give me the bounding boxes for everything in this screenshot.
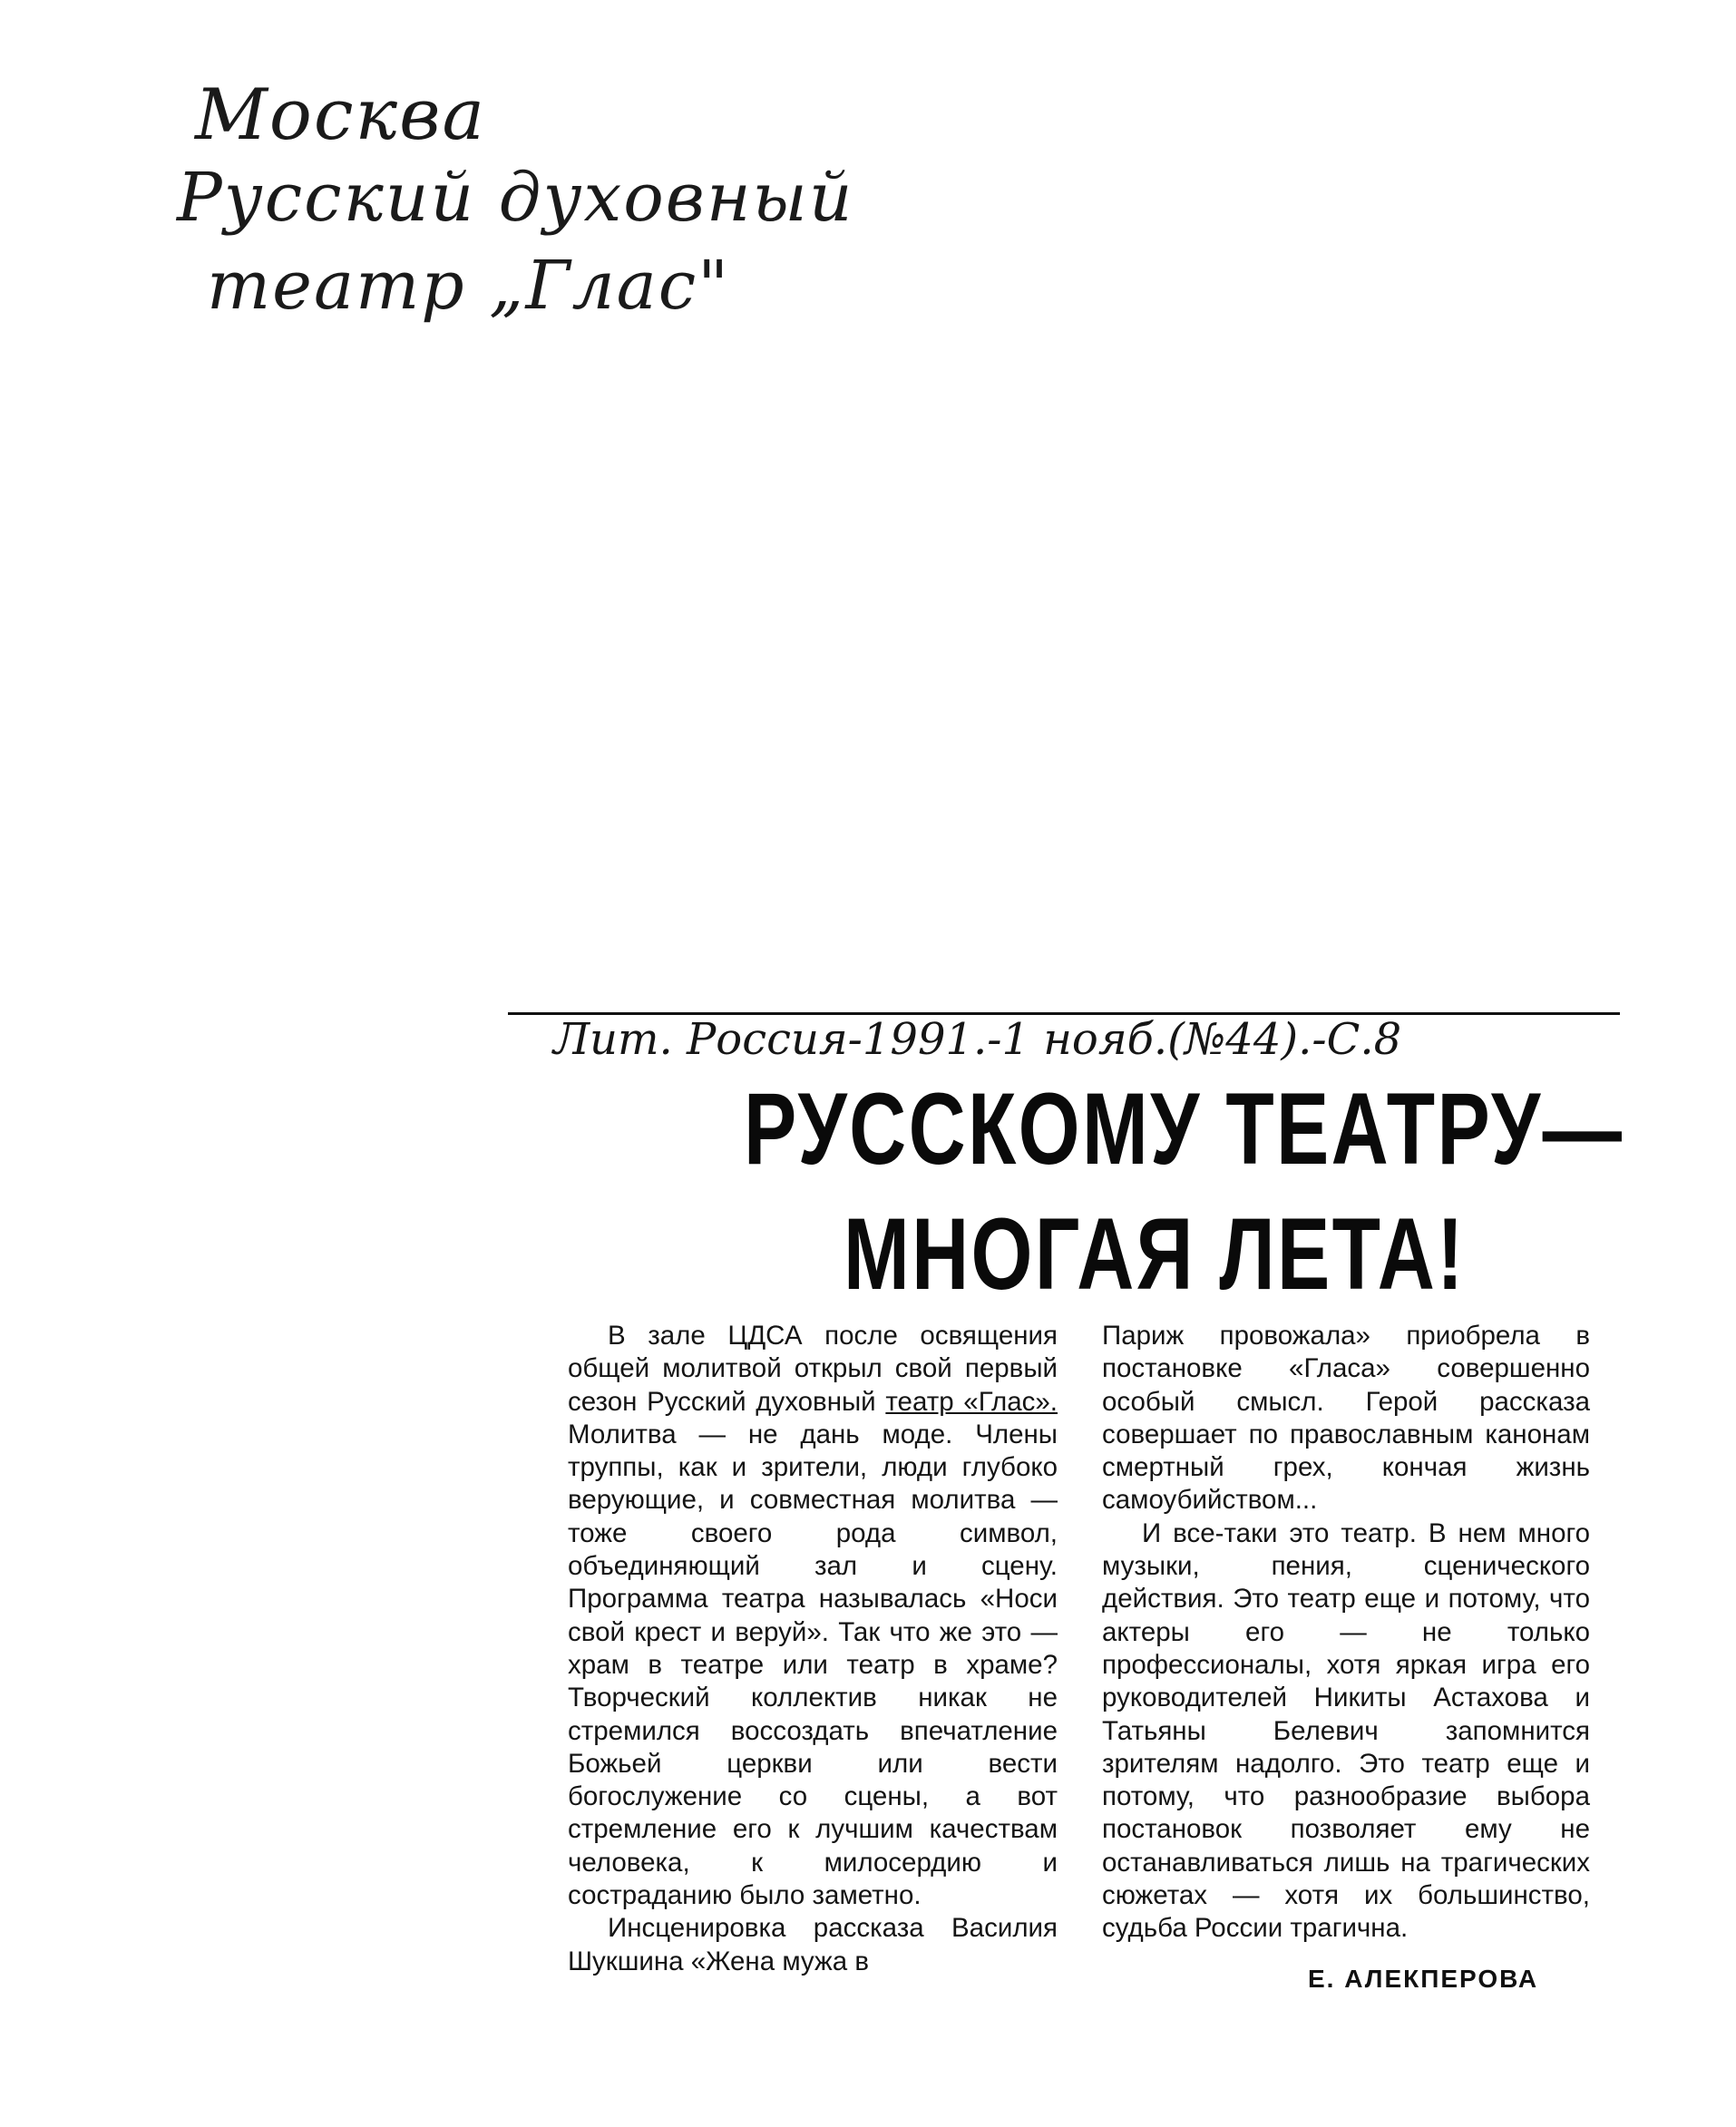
article-column-2 — [1102, 1320, 1590, 1946]
article-column-1 — [568, 1320, 1058, 1978]
headline-line-2: МНОГАЯ ЛЕТА! — [844, 1197, 1466, 1311]
handwritten-note-line-3: театр „Глас" — [207, 247, 731, 325]
paragraph-text: В зале ЦДСА после освящения общей молитвой открыл свой первый сезон Русский духовный — [568, 1321, 1058, 1417]
paragraph-text: Молитва — не дань моде. Члены труппы, как и зрители, люди глубоко верующие, и совместная молитва — тоже своего рода символ, объединяющий зал и сцену. Программа театра называлась «Носи свой крест и веруй». Так что же это — храм в театре или театр в храме? Творческий коллектив никак не стремился воссоздать впечатление Божьей церкви или вести богослужение со сцены, а вот стремление его к лучшим качествам человека, к милосердию и состраданию было заметно. — [568, 1419, 1058, 1911]
article-paragraph: И все-таки это театр. В нем много музыки, пения, сценического действия. Это театр еще и потому, что актеры его — не только профессионалы, хотя яркая игра его руководителей Никиты Астахова и Татьяны Белевич запомнится зрителям надолго. Это театр еще и потому, что разнообразие выбора постановок позволяет ему не останавливаться лишь на трагических сюжетах — хотя их большинство, судьба России трагична. — [1102, 1517, 1590, 1944]
article-paragraph — [568, 1320, 1058, 1912]
underlined-theatre-name: театр «Глас». — [885, 1386, 1058, 1417]
headline-line-1: РУССКОМУ ТЕАТРУ— — [744, 1072, 1624, 1185]
handwritten-note-line-2: Русский духовный — [177, 159, 854, 237]
article-author: Е. АЛЕКПЕРОВА — [1308, 1965, 1539, 1993]
article-paragraph: Париж провожала» приобрела в постановке «Гласа» совершенно особый смысл. Герой рассказа совершает по православным канонам смертный грех, кончая жизнь самоубийством... — [1102, 1321, 1590, 1516]
article-paragraph: Инсценировка рассказа Василия Шукшина «Жена мужа в — [568, 1913, 1058, 1976]
handwritten-note-line-1: Москва — [195, 74, 486, 156]
handwritten-source-note: Лит. Россия-1991.-1 нояб.(№44).-С.8 — [553, 1014, 1402, 1065]
